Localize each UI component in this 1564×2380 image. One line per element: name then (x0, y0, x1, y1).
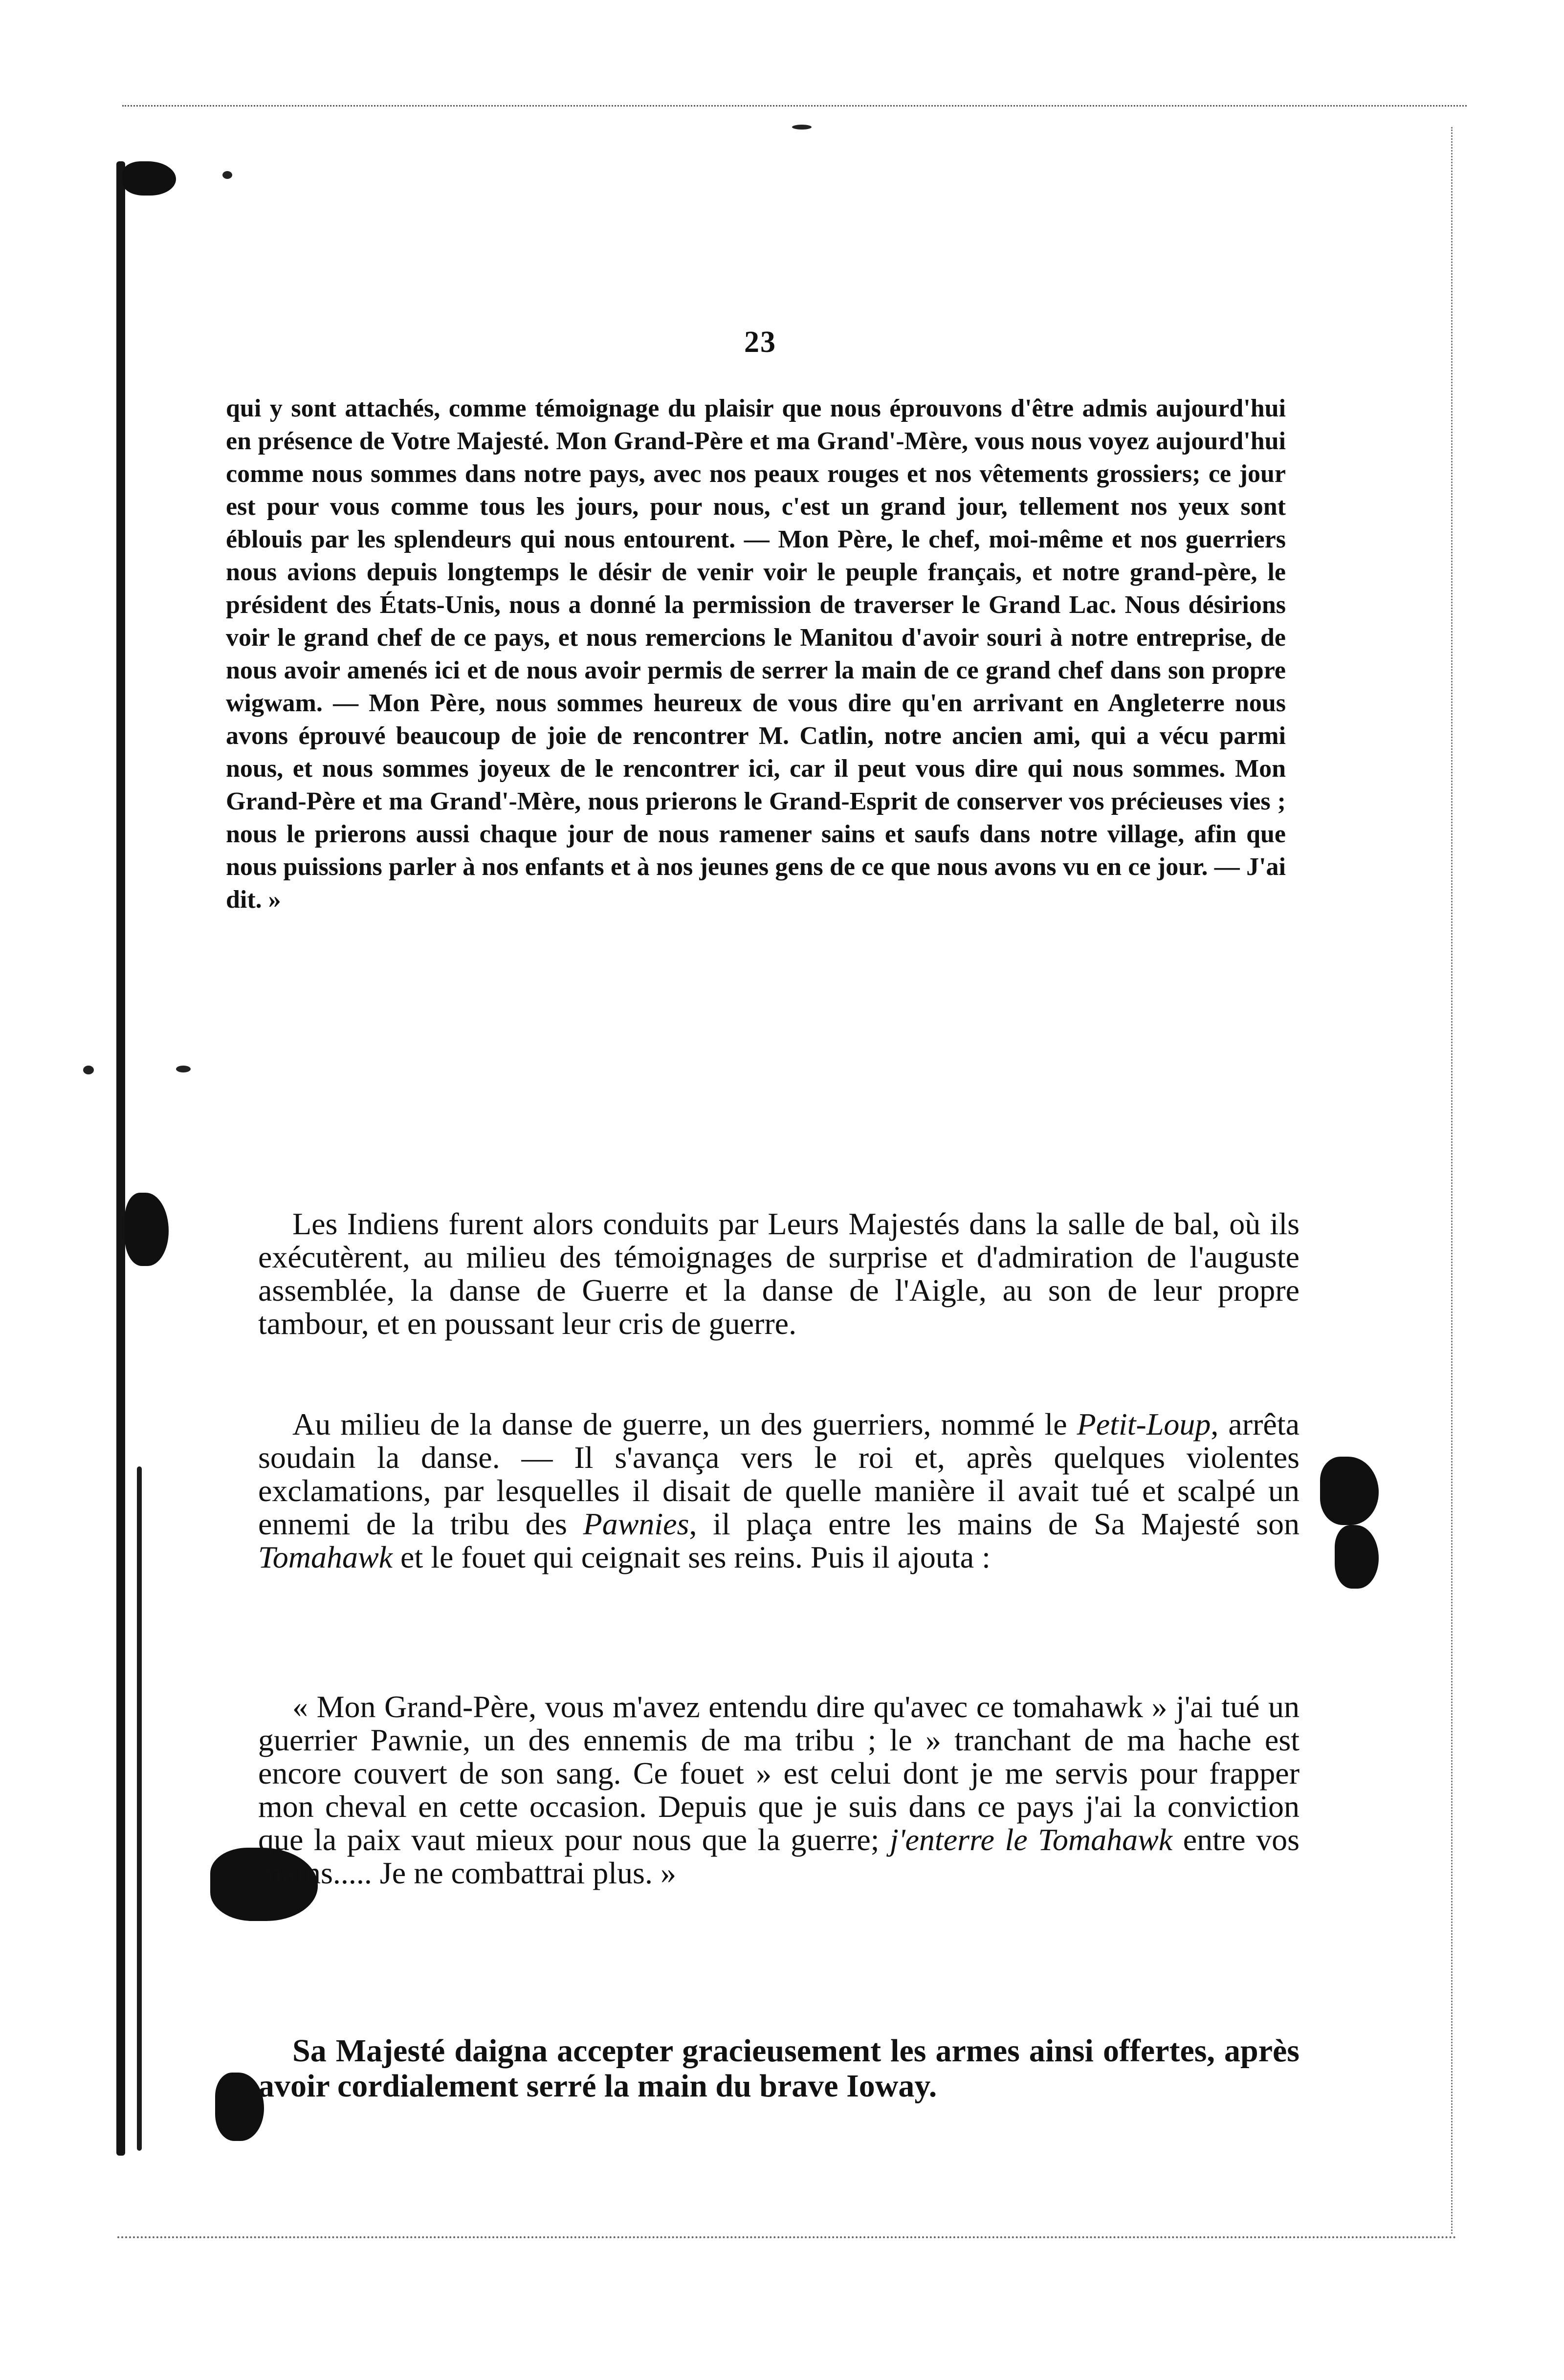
page-number: 23 (744, 326, 776, 359)
quote-text: « Mon Grand-Père, vous m'avez entendu dire qu'avec ce tomahawk » j'ai tué un guerrier Pawnie, un des ennemis de ma tribu ; le » tranchant de ma hache est encore couvert de son sang. Ce fouet » est celui dont je me servis pour frapper mon cheval en cette occasion. Depuis que je suis dans ce pays j'ai la conviction que la paix vaut mieux pour nous que la guerre; (258, 1689, 1300, 1857)
ink-speck (83, 1066, 94, 1074)
warrior-name: Petit-Loup (1077, 1407, 1211, 1441)
tribe-name: Pawnies (583, 1507, 689, 1541)
narrative-paragraph-3 (258, 2033, 1300, 2104)
page-right-edge (1451, 127, 1456, 2234)
narrative-text: , il plaça entre les mains de Sa Majesté son (689, 1507, 1300, 1541)
ink-blot (215, 2073, 264, 2141)
narrative-paragraph-2 (258, 1408, 1300, 1574)
quote-ending: entre vos mains..... Je ne combattrai plus. » (258, 1822, 1300, 1890)
narrative-text: , arrêta soudain la danse. — Il s'avança vers le roi et, après quelques violentes exclamations, par lesquelles il disait de quelle manière il avait tué et scalpé un ennemi de la tribu des (258, 1407, 1300, 1541)
ink-speck (222, 171, 232, 179)
quote-emphasis: j'enterre le Tomahawk (890, 1822, 1173, 1857)
ink-blot (125, 1193, 169, 1266)
ink-speck (176, 1066, 191, 1072)
page-bottom-edge (117, 2236, 1457, 2242)
narrative-text: Au milieu de la danse de guerre, un des guerriers, nommé le (292, 1407, 1067, 1441)
narrative-paragraph-1 (258, 1207, 1300, 1340)
weapon-name: Tomahawk (258, 1540, 393, 1574)
ink-speck (792, 125, 812, 130)
quoted-speech (258, 1690, 1300, 1890)
ink-blot (1335, 1525, 1379, 1589)
narrative-text: et le fouet qui ceignait ses reins. Puis il ajouta : (400, 1540, 991, 1574)
binding-line-inner (137, 1466, 142, 2151)
ink-blot (1320, 1457, 1379, 1525)
ink-blot (122, 161, 176, 196)
speech-paragraph: qui y sont attachés, comme témoignage du plaisir que nous éprouvons d'être admis aujourd'hui en présence de Votre Majesté. Mon Grand-Père et ma Grand'-Mère, vous nous voyez aujourd'hui comme nous sommes dans notre pays, avec nos peaux rouges et nos vêtements grossiers; ce jour est pour vous comme tous les jours, pour nous, c'est un grand jour, tellement nos yeux sont éblouis par les splendeurs qui nous entourent. — Mon Père, le chef, moi-même et nos guerriers nous avions depuis longtemps le désir de venir voir le peuple français, et notre grand-père, le président des États-Unis, nous a donné la permission de traverser le Grand Lac. Nous désirions voir le grand chef de ce pays, et nous remercions le Manitou d'avoir souri à notre entreprise, de nous avoir amenés ici et de nous avoir permis de serrer la main de ce grand chef dans son propre wigwam. — Mon Père, nous sommes heureux de vous dire qu'en arrivant en Angleterre nous avons éprouvé beaucoup de joie de rencontrer M. Catlin, notre ancien ami, qui a vécu parmi nous, et nous sommes joyeux de le rencontrer ici, car il peut vous dire qui nous sommes. Mon Grand-Père et ma Grand'-Mère, nous prierons le Grand-Esprit de conserver vos précieuses vies ; nous le prierons aussi chaque jour de nous ramener sains et saufs dans notre village, afin que nous puissions parler à nos enfants et à nos jeunes gens de ce que nous avons vu en ce jour. — J'ai dit. » (226, 394, 1286, 914)
binding-line (116, 161, 125, 2156)
page-top-edge (122, 105, 1467, 110)
narrative-text: Sa Majesté daigna accepter gracieusement les armes ainsi offertes, après avoir cordialement serré la main du brave Ioway. (258, 2033, 1300, 2104)
narrative-text: Les Indiens furent alors conduits par Leurs Majestés dans la salle de bal, où ils exécutèrent, au milieu des témoignages de surprise et d'admiration de l'auguste assemblée, la danse de Guerre et la danse de l'Aigle, au son de leur propre tambour, et en poussant leur cris de guerre. (258, 1206, 1300, 1341)
